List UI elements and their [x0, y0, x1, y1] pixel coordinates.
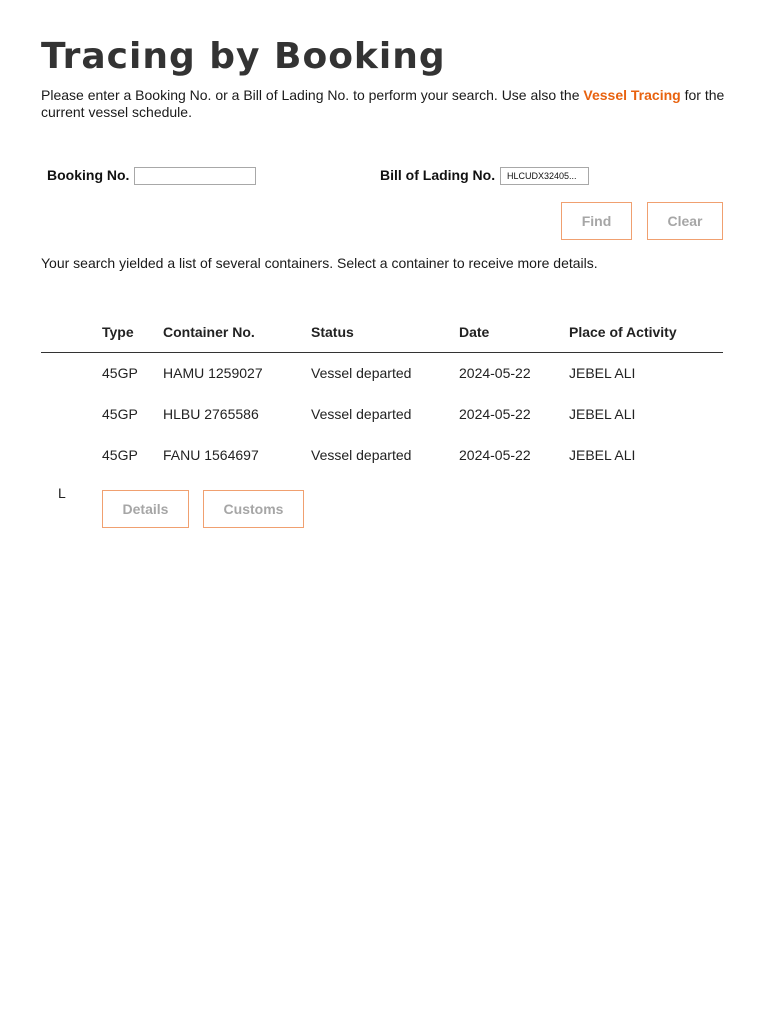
customs-button[interactable]: Customs: [203, 490, 304, 528]
page-title: Tracing by Booking: [41, 36, 446, 77]
booking-number-label: Booking No.: [47, 167, 130, 183]
cell-place-of-activity: JEBEL ALI: [569, 447, 636, 463]
bill-of-lading-label: Bill of Lading No.: [380, 167, 496, 183]
cell-type: 45GP: [102, 447, 138, 463]
cell-date: 2024-05-22: [459, 365, 531, 381]
cell-date: 2024-05-22: [459, 447, 531, 463]
table-header: [41, 312, 723, 353]
booking-number-input[interactable]: [134, 167, 256, 185]
find-button[interactable]: Find: [561, 202, 632, 240]
cell-place-of-activity: JEBEL ALI: [569, 406, 636, 422]
table-row[interactable]: [41, 435, 723, 476]
results-message: Your search yielded a list of several containers. Select a container to receive more details.: [41, 255, 598, 271]
vessel-tracing-link[interactable]: Vessel Tracing: [583, 87, 681, 103]
column-header-place-of-activity: Place of Activity: [569, 324, 677, 340]
cell-status: Vessel departed: [311, 406, 412, 422]
cell-type: 45GP: [102, 365, 138, 381]
cell-status: Vessel departed: [311, 447, 412, 463]
intro-text: [41, 87, 731, 121]
table-row[interactable]: [41, 353, 723, 394]
column-header-container-no: Container No.: [163, 324, 255, 340]
tree-connector-mark: L: [58, 485, 66, 501]
column-header-date: Date: [459, 324, 490, 340]
intro-text-after: for the current vessel schedule.: [41, 87, 725, 120]
column-header-type: Type: [102, 324, 134, 340]
bill-of-lading-input[interactable]: HLCUDX32405...: [500, 167, 589, 185]
details-button[interactable]: Details: [102, 490, 189, 528]
clear-button[interactable]: Clear: [647, 202, 723, 240]
cell-status: Vessel departed: [311, 365, 412, 381]
cell-container-no: HAMU 1259027: [163, 365, 263, 381]
table-row[interactable]: [41, 394, 723, 435]
cell-container-no: FANU 1564697: [163, 447, 259, 463]
cell-type: 45GP: [102, 406, 138, 422]
cell-container-no: HLBU 2765586: [163, 406, 259, 422]
cell-date: 2024-05-22: [459, 406, 531, 422]
cell-place-of-activity: JEBEL ALI: [569, 365, 636, 381]
column-header-status: Status: [311, 324, 354, 340]
results-table: [41, 312, 723, 476]
intro-text-before: Please enter a Booking No. or a Bill of Lading No. to perform your search. Use also the: [41, 87, 584, 103]
